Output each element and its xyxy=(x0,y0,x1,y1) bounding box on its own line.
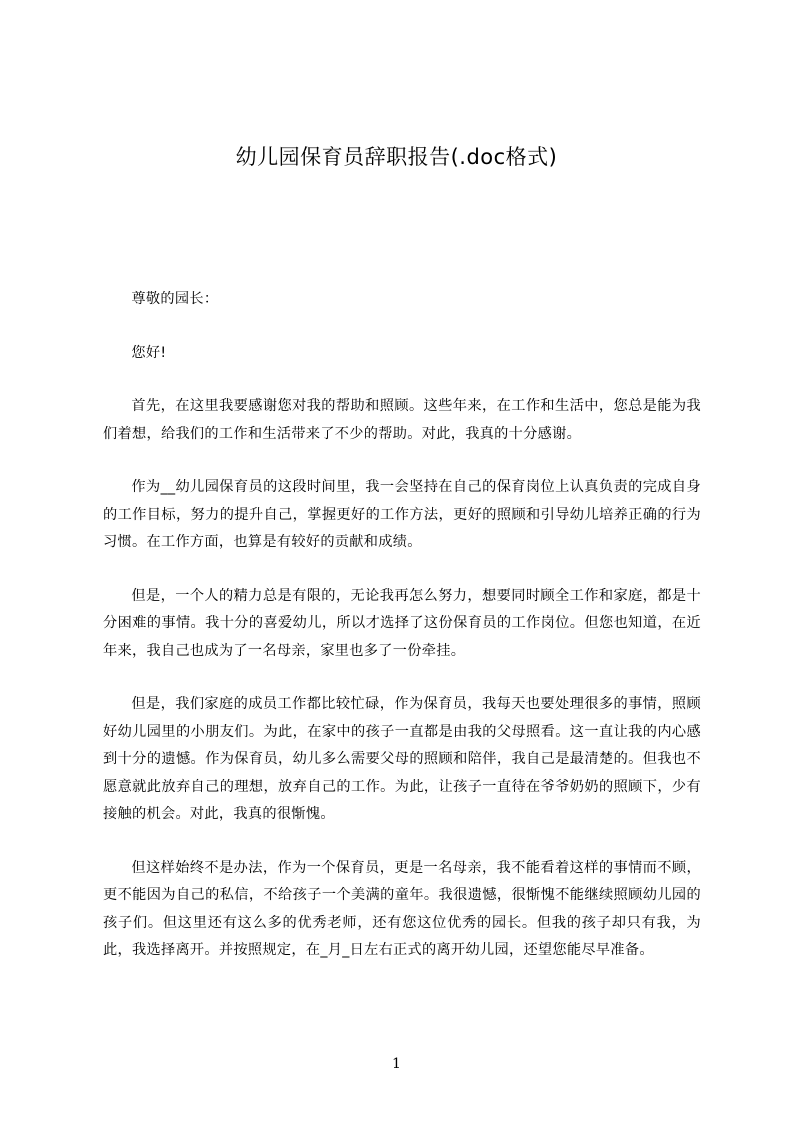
page-number: 1 xyxy=(392,1056,401,1072)
body-paragraph: 作为__幼儿园保育员的这段时间里，我一会坚持在自己的保育岗位上认真负责的完成自身的工作目标，努力的提升自己，掌握更好的工作方法，更好的照顾和引导幼儿培养正确的行为习惯。在工作方面，也算是有较好的贡献和成绩。 xyxy=(103,479,701,550)
salutation: 尊敬的园长： xyxy=(131,291,219,307)
body-paragraph: 但是，我们家庭的成员工作都比较忙碌，作为保育员，我每天也要处理很多的事情，照顾好幼儿园里的小朋友们。为此，在家中的孩子一直都是由我的父母照看。这一直让我的内心感到十分的遗憾。作为保育员，幼儿多么需要父母的照顾和陪伴，我自己是最清楚的。但我也不愿意就此放弃自己的理想，放弃自己的工作。为此，让孩子一直待在爷爷奶奶的照顾下，少有接触的机会。对此，我真的很惭愧。 xyxy=(103,696,701,822)
body-paragraph: 首先，在这里我要感谢您对我的帮助和照顾。这些年来，在工作和生活中，您总是能为我们着想，给我们的工作和生活带来了不少的帮助。对此，我真的十分感谢。 xyxy=(103,398,701,442)
greeting: 您好! xyxy=(131,344,167,361)
document-title: 幼儿园保育员辞职报告(.doc格式) xyxy=(235,145,558,169)
document-body xyxy=(103,286,701,991)
body-paragraph: 但是，一个人的精力总是有限的，无论我再怎么努力，想要同时顾全工作和家庭，都是十分困难的事情。我十分的喜爱幼儿，所以才选择了这份保育员的工作岗位。但您也知道，在近年来，我自己也成为了一名母亲，家里也多了一份牵挂。 xyxy=(103,587,701,659)
body-paragraph: 但这样始终不是办法，作为一个保育员，更是一名母亲，我不能看着这样的事情而不顾，更不能因为自己的私信，不给孩子一个美满的童年。我很遗憾，很惭愧不能继续照顾幼儿园的孩子们。但这里还有这么多的优秀老师，还有您这位优秀的园长。但我的孩子却只有我，为此，我选择离开。并按照规定，在_月_日左右正式的离开幼儿园，还望您能尽早准备。 xyxy=(103,859,701,958)
